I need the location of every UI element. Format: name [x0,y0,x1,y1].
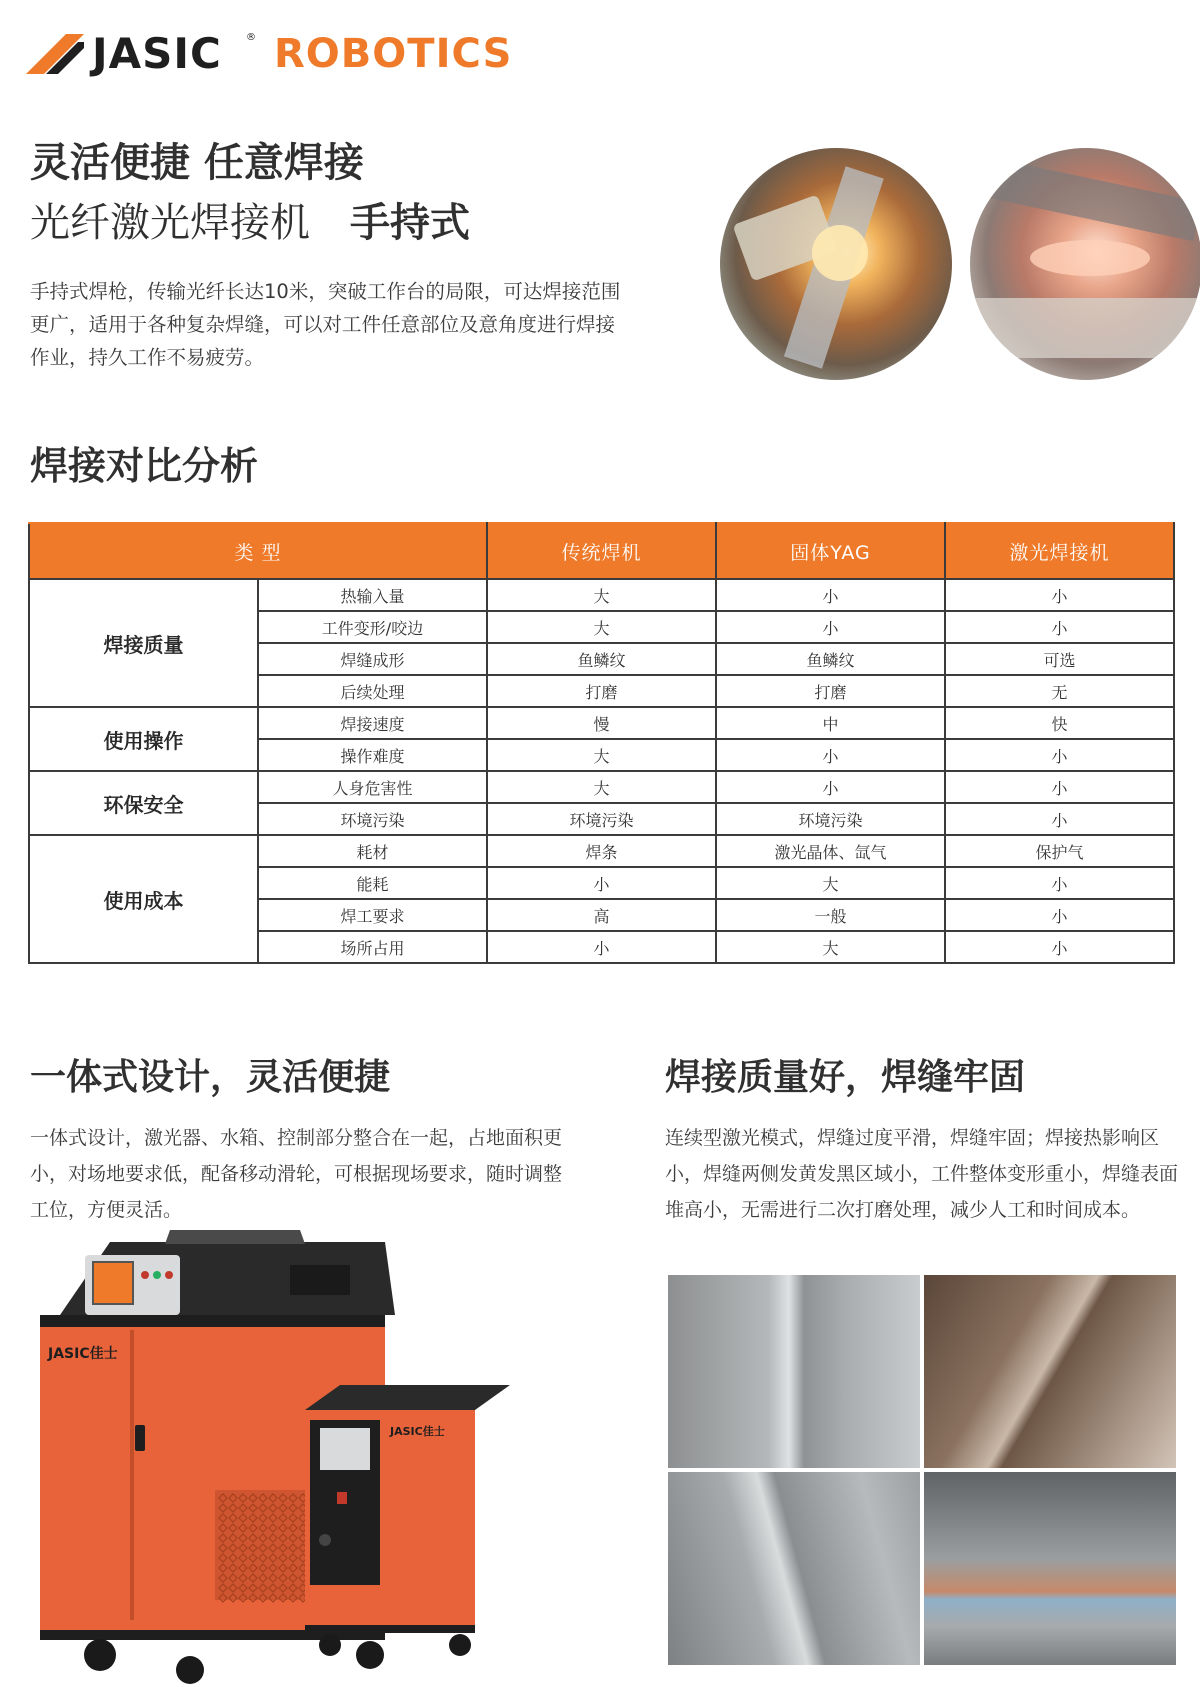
traditional-cell: 环境污染 [487,803,716,835]
traditional-cell: 慢 [487,707,716,739]
jasic-logo-icon [26,34,84,74]
item-cell: 焊缝成形 [258,643,487,675]
table-row [29,771,1174,803]
hero-title-handheld: 手持式 [350,200,470,246]
yag-cell: 大 [716,867,945,899]
yag-cell: 环境污染 [716,803,945,835]
logo-brand-text: JASIC [92,29,222,78]
yag-cell: 小 [716,771,945,803]
logo-registered-mark: ® [246,32,256,43]
traditional-cell: 打磨 [487,675,716,707]
traditional-cell: 小 [487,867,716,899]
logo-sub-text: ROBOTICS [274,31,513,77]
category-cell: 使用操作 [29,707,258,771]
category-cell: 焊接质量 [29,579,258,707]
yag-cell: 小 [716,579,945,611]
header-type: 类 型 [29,523,487,579]
traditional-cell: 大 [487,739,716,771]
weld-seam-photo-2 [924,1275,1176,1468]
laser-cell: 小 [945,899,1174,931]
traditional-cell: 大 [487,611,716,643]
laser-cell: 小 [945,579,1174,611]
laser-cell: 小 [945,611,1174,643]
quality-text: 连续型激光模式，焊缝过度平滑，焊缝牢固；焊接热影响区小，焊缝两侧发黄发黑区域小，工件整体变形重小，焊缝表面堆高小，无需进行二次打磨处理，减少人工和时间成本。 [665,1127,1179,1221]
hero-title-line2 [30,198,470,248]
machine-brand-label: JASIC佳士 [48,1346,118,1362]
item-cell: 人身危害性 [258,771,487,803]
laser-cell: 小 [945,867,1174,899]
laser-cell: 小 [945,931,1174,963]
laser-welding-photo [970,148,1200,380]
design-title: 一体式设计，灵活便捷 [30,1057,391,1098]
laser-cell: 小 [945,739,1174,771]
table-row [29,579,1174,611]
weld-seam-photo-3 [668,1472,920,1665]
yag-cell: 一般 [716,899,945,931]
laser-cell: 小 [945,803,1174,835]
weld-seam-photo-4 [924,1472,1176,1665]
design-text: 一体式设计，激光器、水箱、控制部分整合在一起，占地面积更小，对场地要求低，配备移动滑轮，可根据现场要求，随时调整工位，方便灵活。 [30,1127,563,1221]
table-row [29,707,1174,739]
traditional-cell: 鱼鳞纹 [487,643,716,675]
traditional-cell: 高 [487,899,716,931]
laser-cell: 保护气 [945,835,1174,867]
water-unit-brand-label: JASIC佳士 [390,1425,445,1438]
yag-cell: 打磨 [716,675,945,707]
brand-logo [26,24,513,84]
weld-seam-photo-1 [668,1275,920,1468]
laser-cell: 无 [945,675,1174,707]
laser-cell: 可选 [945,643,1174,675]
laser-cell: 小 [945,771,1174,803]
item-cell: 能耗 [258,867,487,899]
comparison-table [28,522,1175,964]
yag-cell: 中 [716,707,945,739]
traditional-cell: 大 [487,579,716,611]
item-cell: 环境污染 [258,803,487,835]
header-laser: 激光焊接机 [945,523,1174,579]
table-header-row [29,523,1174,579]
header-traditional: 传统焊机 [487,523,716,579]
item-cell: 操作难度 [258,739,487,771]
yag-cell: 小 [716,739,945,771]
yag-cell: 激光晶体、氙气 [716,835,945,867]
item-cell: 场所占用 [258,931,487,963]
welding-torch-photo [720,148,952,380]
quality-title: 焊接质量好，焊缝牢固 [665,1057,1026,1098]
traditional-cell: 大 [487,771,716,803]
hero-intro-text: 手持式焊枪，传输光纤长达10米，突破工作台的局限，可达焊接范围更广，适用于各种复杂焊缝，可以对工件任意部位及意角度进行焊接作业，持久工作不易疲劳。 [30,280,621,369]
hero-title-line1: 灵活便捷 任意焊接 [30,140,364,186]
item-cell: 耗材 [258,835,487,867]
comparison-section-title: 焊接对比分析 [30,444,259,488]
item-cell: 工件变形/咬边 [258,611,487,643]
category-cell: 使用成本 [29,835,258,963]
category-cell: 环保安全 [29,771,258,835]
item-cell: 后续处理 [258,675,487,707]
header-yag: 固体YAG [716,523,945,579]
laser-cell: 快 [945,707,1174,739]
item-cell: 焊接速度 [258,707,487,739]
yag-cell: 鱼鳞纹 [716,643,945,675]
table-row [29,835,1174,867]
item-cell: 焊工要求 [258,899,487,931]
yag-cell: 小 [716,611,945,643]
laser-welder-machine-image [40,1230,540,1685]
hero-title-product: 光纤激光焊接机 [30,200,310,246]
item-cell: 热输入量 [258,579,487,611]
yag-cell: 大 [716,931,945,963]
traditional-cell: 焊条 [487,835,716,867]
traditional-cell: 小 [487,931,716,963]
